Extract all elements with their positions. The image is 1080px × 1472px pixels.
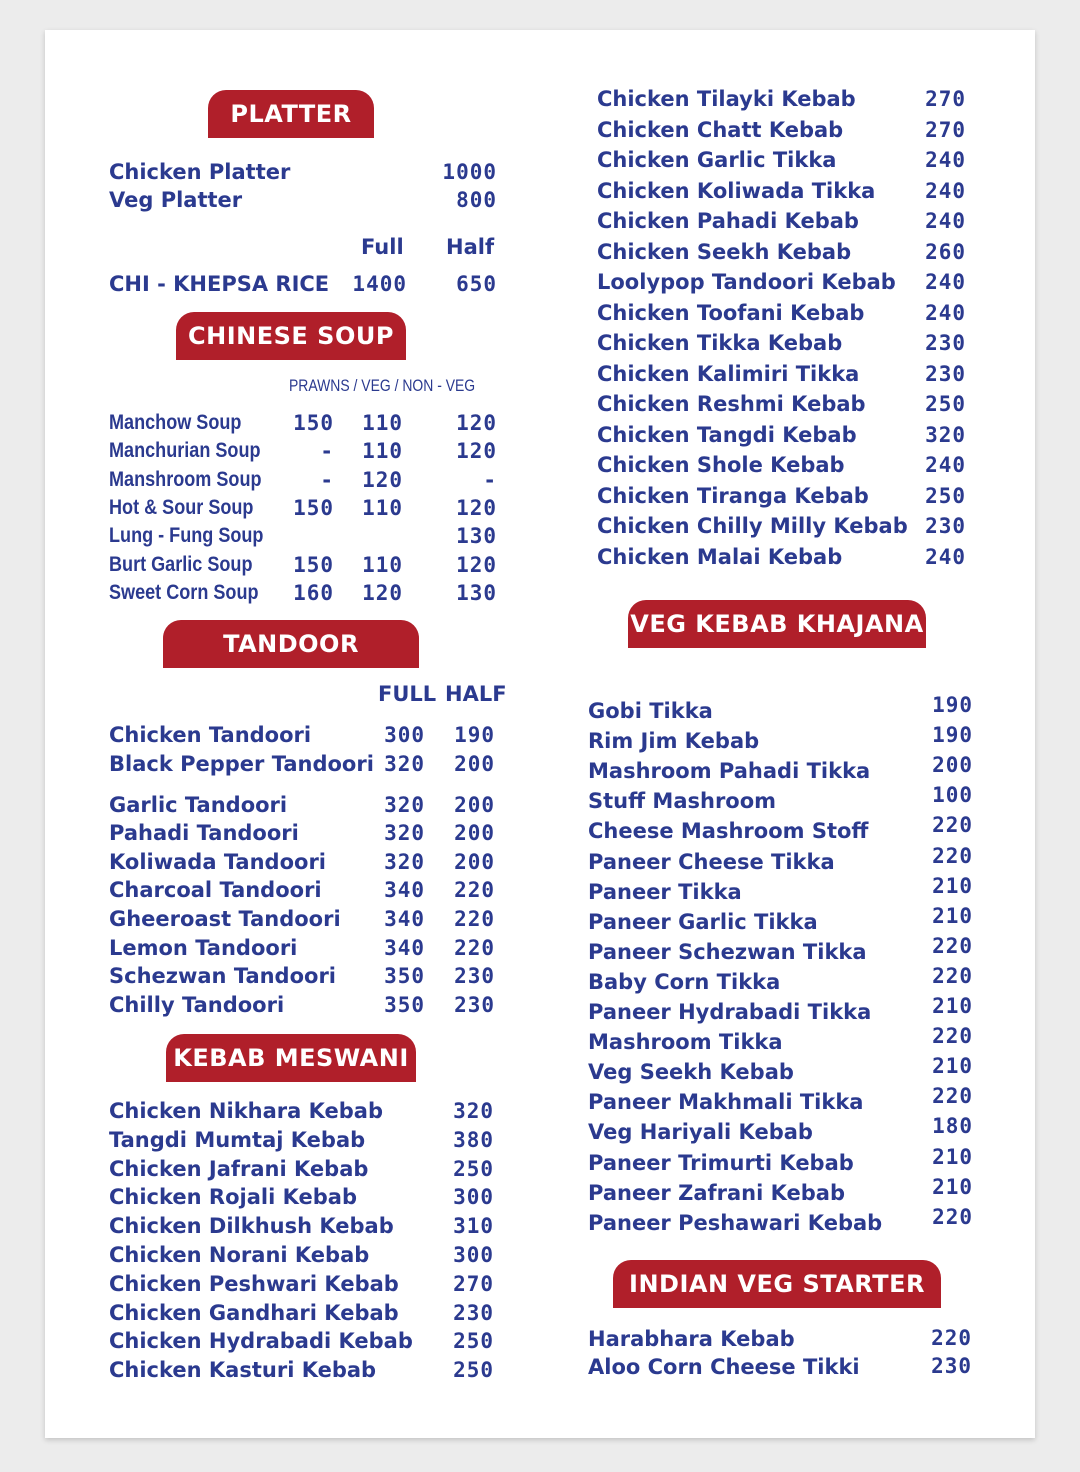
- section-header-indian-veg: INDIAN VEG STARTER: [613, 1260, 941, 1308]
- menu-item-price: 240: [925, 178, 966, 203]
- menu-item-price: 270: [925, 117, 966, 142]
- menu-item-name: Gheeroast Tandoori: [109, 907, 341, 931]
- menu-item-name: Manchow Soup: [109, 411, 242, 434]
- menu-item-price-half: 200: [454, 850, 495, 874]
- menu-item-price-nonveg: 120: [456, 439, 497, 464]
- column-label-full: Full: [361, 235, 404, 259]
- menu-item-price: 220: [932, 813, 973, 838]
- menu-item-price: 220: [932, 933, 973, 958]
- menu-item-price: 210: [932, 1054, 973, 1079]
- menu-item-price: 800: [456, 188, 497, 212]
- menu-item-name: Hot & Sour Soup: [109, 495, 254, 519]
- menu-item-name: Chicken Dilkhush Kebab: [109, 1214, 394, 1239]
- menu-item-price-full: 1400: [352, 272, 407, 296]
- menu-item-name: Veg Hariyali Kebab: [588, 1120, 813, 1145]
- menu-item-price: 380: [453, 1127, 494, 1152]
- menu-item-name: Baby Corn Tikka: [588, 969, 781, 994]
- menu-item-price: 300: [453, 1185, 494, 1210]
- menu-item-name: Black Pepper Tandoori: [109, 752, 374, 776]
- menu-item-name: Paneer Schezwan Tikka: [588, 939, 867, 964]
- menu-item-name: Schezwan Tandoori: [109, 964, 337, 988]
- section-header-chinese-soup: CHINESE SOUP: [176, 312, 406, 360]
- menu-item-price-full: 340: [384, 907, 425, 931]
- menu-item-price: 180: [932, 1114, 973, 1139]
- menu-item-price-half: 220: [454, 936, 495, 960]
- menu-item-name: Mashroom Pahadi Tikka: [588, 759, 871, 784]
- menu-item-price: 210: [932, 994, 973, 1018]
- menu-item-name: Chilly Tandoori: [109, 993, 285, 1017]
- menu-item-price: 230: [453, 1300, 494, 1325]
- menu-item-price: 250: [453, 1358, 494, 1383]
- menu-item-price: 270: [925, 87, 966, 111]
- menu-item-price: 240: [925, 544, 966, 569]
- menu-item-name: Sweet Corn Soup: [109, 580, 259, 604]
- menu-item-price: 250: [453, 1329, 494, 1354]
- menu-item-price-half: 200: [454, 793, 495, 817]
- menu-item-name: Aloo Corn Cheese Tikki: [588, 1355, 860, 1379]
- menu-item-name: Chicken Peshwari Kebab: [109, 1271, 399, 1296]
- menu-item-name: CHI - KHEPSA RICE: [109, 272, 330, 296]
- menu-item-name: Chicken Malai Kebab: [597, 544, 843, 569]
- menu-item-price-veg: 110: [362, 411, 403, 435]
- menu-item-name: Chicken Jafrani Kebab: [109, 1156, 369, 1181]
- menu-item-price-prawns: 150: [293, 495, 334, 520]
- menu-item-price-full: 340: [384, 936, 425, 960]
- menu-item-name: Lung - Fung Soup: [109, 524, 264, 548]
- menu-item-price: 190: [932, 723, 973, 748]
- menu-item-price: 230: [925, 361, 966, 386]
- menu-item-price: 240: [925, 300, 966, 325]
- menu-item-price-half: 230: [454, 993, 495, 1017]
- menu-item-price: 240: [925, 209, 966, 233]
- section-header-kebab-meswani: KEBAB MESWANI: [166, 1034, 416, 1082]
- menu-item-price-prawns: 160: [293, 580, 334, 605]
- menu-item-price-half: 220: [454, 878, 495, 902]
- menu-item-price-full: 320: [384, 793, 425, 817]
- menu-item-name: Chicken Hydrabadi Kebab: [109, 1329, 413, 1354]
- menu-item-name: Chicken Shole Kebab: [597, 453, 845, 477]
- column-header-soup: PRAWNS / VEG / NON - VEG: [289, 376, 476, 395]
- menu-item-name: Lemon Tandoori: [109, 936, 298, 960]
- menu-item-price-prawns: 150: [293, 552, 334, 577]
- menu-item-price-prawns: 150: [293, 411, 334, 435]
- menu-item-price-nonveg: 120: [456, 552, 497, 577]
- menu-item-name: Chicken Kasturi Kebab: [109, 1358, 377, 1383]
- menu-page: [45, 30, 1035, 1438]
- menu-item-name: Chicken Rojali Kebab: [109, 1185, 357, 1210]
- menu-item-name: Harabhara Kebab: [588, 1327, 795, 1351]
- menu-item-price: 250: [925, 392, 966, 416]
- menu-item-name: Garlic Tandoori: [109, 793, 288, 817]
- menu-item-price: 270: [453, 1271, 494, 1296]
- menu-item-price-nonveg: 120: [456, 495, 497, 520]
- menu-item-price: 200: [932, 753, 973, 778]
- menu-item-name: Chicken Koliwada Tikka: [597, 178, 876, 203]
- menu-item-name: Chicken Norani Kebab: [109, 1243, 370, 1267]
- menu-item-name: Chicken Toofani Kebab: [597, 300, 865, 325]
- menu-item-price-full: 320: [384, 752, 425, 776]
- menu-item-name: Charcoal Tandoori: [109, 878, 322, 902]
- menu-item-price: 230: [931, 1354, 972, 1378]
- menu-item-name: Chicken Platter: [109, 160, 291, 184]
- menu-item-name: Burt Garlic Soup: [109, 552, 253, 576]
- column-label-half: HALF: [445, 682, 507, 706]
- menu-item-name: Manshroom Soup: [109, 467, 262, 491]
- menu-item-name: Stuff Mashroom: [588, 789, 777, 814]
- section-header-tandoor: TANDOOR MEJWANI: [163, 620, 419, 668]
- menu-item-price: 310: [453, 1214, 494, 1239]
- menu-item-price: 250: [453, 1156, 494, 1181]
- menu-item-price-nonveg: 130: [456, 524, 497, 549]
- menu-item-price: 320: [925, 422, 966, 447]
- menu-item-price: 210: [932, 1174, 973, 1199]
- menu-item-price-full: 320: [384, 850, 425, 874]
- section-header-veg-kebab: VEG KEBAB KHAJANA: [628, 600, 926, 648]
- menu-item-price: 100: [932, 783, 973, 808]
- menu-item-price-veg: 110: [362, 552, 403, 577]
- menu-item-name: Chicken Chatt Kebab: [597, 117, 844, 142]
- menu-item-price-full: 320: [384, 821, 425, 845]
- menu-item-price-half: 190: [454, 723, 495, 747]
- menu-item-price: 1000: [442, 160, 497, 184]
- menu-item-price-nonveg: -: [483, 467, 497, 492]
- menu-item-name: Loolypop Tandoori Kebab: [597, 270, 896, 294]
- menu-item-price-full: 340: [384, 878, 425, 902]
- menu-item-price: 240: [925, 453, 966, 477]
- menu-item-price: 320: [453, 1099, 494, 1123]
- menu-item-name: Chicken Nikhara Kebab: [109, 1099, 383, 1123]
- menu-item-name: Paneer Garlic Tikka: [588, 909, 818, 934]
- menu-item-name: Rim Jim Kebab: [588, 729, 760, 754]
- menu-item-name: Paneer Peshawari Kebab: [588, 1210, 883, 1235]
- menu-item-name: Chicken Tangdi Kebab: [597, 422, 857, 447]
- menu-item-name: Chicken Gandhari Kebab: [109, 1300, 399, 1325]
- menu-item-price: 220: [932, 843, 973, 868]
- menu-item-price: 190: [932, 693, 973, 717]
- column-label-half: Half: [446, 235, 495, 259]
- menu-item-price: 220: [932, 1204, 973, 1229]
- menu-item-name: Chicken Seekh Kebab: [597, 239, 852, 264]
- menu-item-price: 210: [932, 1144, 973, 1169]
- menu-item-price-full: 350: [384, 993, 425, 1017]
- menu-item-price: 220: [931, 1326, 972, 1350]
- menu-item-price-nonveg: 120: [456, 411, 497, 435]
- section-header-platter: PLATTER: [208, 90, 374, 138]
- menu-item-price: 210: [932, 873, 973, 898]
- menu-item-name: Chicken Tilayki Kebab: [597, 87, 856, 111]
- menu-item-name: Chicken Kalimiri Tikka: [597, 361, 860, 386]
- menu-item-price-nonveg: 130: [456, 580, 497, 605]
- column-label-full: FULL: [378, 682, 437, 706]
- menu-item-name: Paneer Zafrani Kebab: [588, 1180, 846, 1205]
- menu-item-price-full: 350: [384, 964, 425, 988]
- menu-item-name: Pahadi Tandoori: [109, 821, 299, 845]
- menu-item-name: Chicken Pahadi Kebab: [597, 209, 859, 233]
- menu-item-price-half: 200: [454, 821, 495, 845]
- menu-item-price-prawns: -: [320, 467, 334, 492]
- menu-item-price: 220: [932, 1024, 973, 1049]
- menu-item-name: Paneer Cheese Tikka: [588, 849, 835, 874]
- menu-item-price-veg: 110: [362, 439, 403, 464]
- menu-item-name: Koliwada Tandoori: [109, 850, 326, 874]
- menu-item-price: 250: [925, 483, 966, 508]
- menu-item-price-half: 220: [454, 907, 495, 931]
- menu-item-price-prawns: -: [320, 439, 334, 464]
- menu-item-name: Tangdi Mumtaj Kebab: [109, 1127, 366, 1152]
- menu-item-price: 260: [925, 239, 966, 264]
- menu-item-name: Chicken Tandoori: [109, 723, 312, 747]
- menu-item-price: 230: [925, 331, 966, 355]
- menu-item-price-veg: 110: [362, 495, 403, 520]
- menu-item-name: Veg Platter: [109, 188, 243, 212]
- menu-item-price: 210: [932, 903, 973, 928]
- menu-item-name: Cheese Mashroom Stoff: [588, 819, 869, 844]
- menu-item-price-half: 230: [454, 964, 495, 988]
- menu-item-price: 300: [453, 1243, 494, 1267]
- menu-item-price-full: 300: [384, 723, 425, 747]
- menu-item-name: Paneer Tikka: [588, 879, 742, 904]
- menu-item-price: 240: [925, 270, 966, 294]
- menu-item-name: Veg Seekh Kebab: [588, 1060, 794, 1085]
- menu-item-name: Mashroom Tikka: [588, 1030, 783, 1055]
- menu-item-price-veg: 120: [362, 580, 403, 605]
- menu-item-name: Chicken Chilly Milly Kebab: [597, 514, 908, 538]
- menu-item-price: 220: [932, 1084, 973, 1109]
- menu-item-name: Paneer Trimurti Kebab: [588, 1150, 854, 1175]
- menu-item-name: Chicken Garlic Tikka: [597, 148, 837, 172]
- menu-item-name: Chicken Tiranga Kebab: [597, 483, 869, 508]
- menu-item-price: 220: [932, 963, 973, 988]
- menu-item-name: Chicken Tikka Kebab: [597, 331, 843, 355]
- menu-item-price: 240: [925, 148, 966, 172]
- menu-item-name: Paneer Hydrabadi Tikka: [588, 1000, 872, 1024]
- menu-item-price-veg: 120: [362, 467, 403, 492]
- menu-item-price: 230: [925, 514, 966, 538]
- menu-item-name: Gobi Tikka: [588, 699, 713, 723]
- menu-item-name: Chicken Reshmi Kebab: [597, 392, 866, 416]
- menu-item-price-half: 200: [454, 752, 495, 776]
- menu-item-price-half: 650: [456, 272, 497, 296]
- menu-item-name: Manchurian Soup: [109, 439, 261, 463]
- menu-item-name: Paneer Makhmali Tikka: [588, 1090, 864, 1115]
